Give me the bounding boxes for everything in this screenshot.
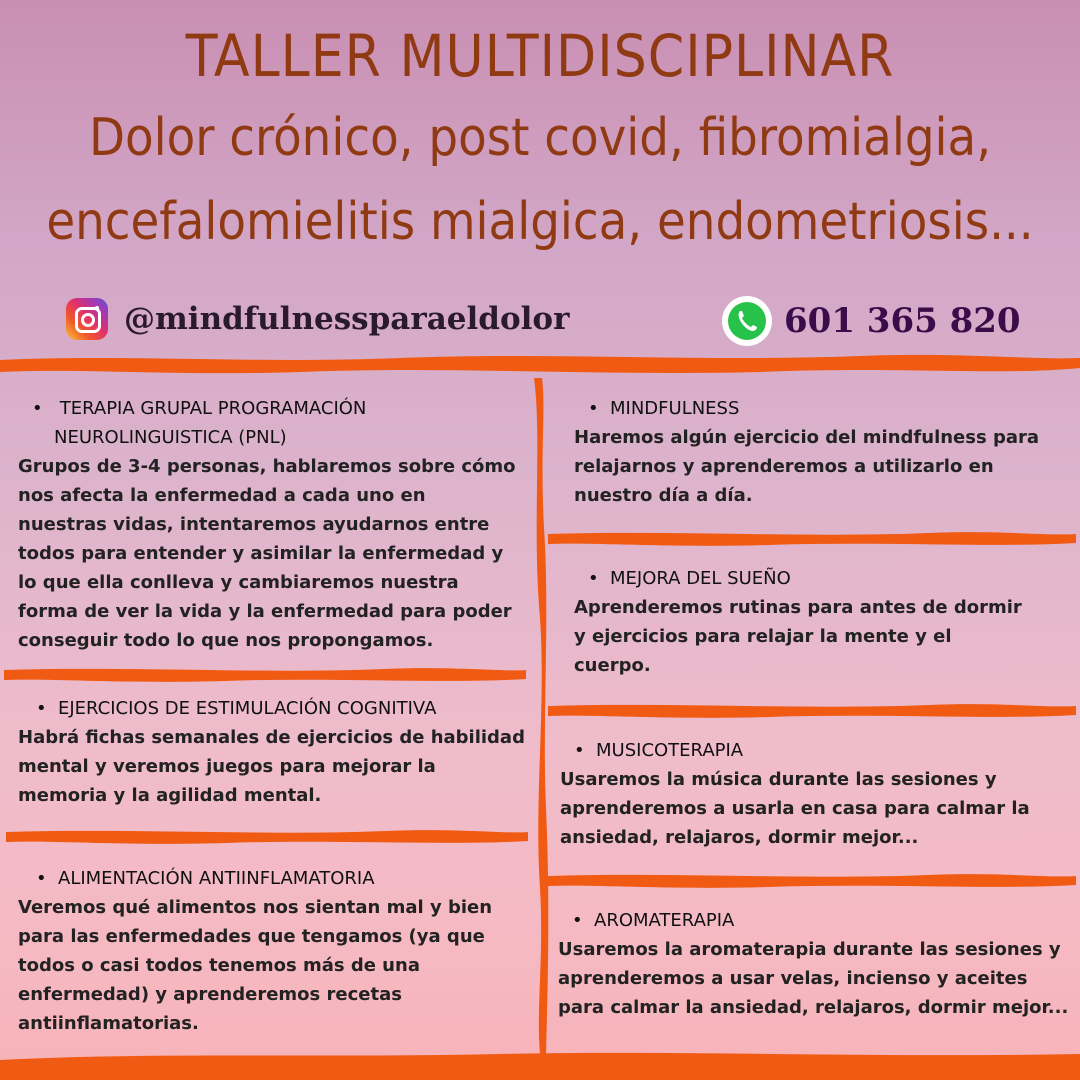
section-heading: • EJERCICIOS DE ESTIMULACIÓN COGNITIVA: [18, 694, 528, 723]
section-body: Grupos de 3-4 personas, hablaremos sobre cómo nos afecta la enfermedad a cada uno en nuestras vidas, intentaremos ayudarnos entre todos para entender y asimilar la enfermedad y lo que ella conlleva y cambiaremos nuestra forma de ver la vida y la enfermedad para poder conseguir todo lo que nos propongamos.: [18, 456, 516, 651]
instagram-handle[interactable]: @mindfulnessparaeldolor: [124, 301, 570, 337]
section-aroma: [558, 906, 1073, 1022]
section-body: Aprenderemos rutinas para antes de dormir y ejercicios para relajar la mente y el cuerpo.: [574, 597, 1022, 676]
instagram-contact[interactable]: [66, 298, 569, 340]
section-heading: • TERAPIA GRUPAL PROGRAMACIÓN NEUROLINGUISTICA (PNL): [18, 394, 518, 452]
section-heading: • MEJORA DEL SUEÑO: [574, 564, 1024, 593]
brush-divider-left-1: [4, 664, 526, 686]
section-heading: • MINDFULNESS: [574, 394, 1044, 423]
subtitle-line-2: encefalomielitis mialgica, endometriosis...: [46, 192, 1034, 252]
section-nutrition: [18, 864, 518, 1038]
phone-number[interactable]: 601 365 820: [784, 301, 1021, 341]
brush-divider-right-1: [548, 528, 1076, 550]
section-body: Veremos qué alimentos nos sientan mal y bien para las enfermedades que tengamos (ya que todos o casi todos tenemos más de una enfermedad) y aprenderemos recetas antiinflamatorias.: [18, 897, 493, 1034]
section-heading: • ALIMENTACIÓN ANTIINFLAMATORIA: [18, 864, 518, 893]
poster-title: TALLER MULTIDISCIPLINAR: [185, 22, 895, 90]
brush-divider-right-2: [548, 700, 1076, 722]
section-pnl: [18, 394, 518, 655]
brush-divider-top: [0, 346, 1080, 382]
section-heading: • AROMATERAPIA: [558, 906, 1073, 935]
whatsapp-icon: [724, 298, 770, 344]
section-body: Habrá fichas semanales de ejercicios de habilidad mental y veremos juegos para mejorar la memoria y la agilidad mental.: [18, 727, 525, 806]
whatsapp-contact[interactable]: [724, 298, 1021, 344]
brush-divider-left-2: [6, 826, 528, 848]
section-body: Usaremos la aromaterapia durante las sesiones y aprenderemos a usar velas, incienso y aceites para calmar la ansiedad, relajaros, dormir mejor...: [558, 939, 1069, 1018]
section-sleep: [574, 564, 1024, 680]
section-music: [560, 736, 1060, 852]
instagram-icon: [66, 298, 108, 340]
section-mindfulness: [574, 394, 1044, 510]
brush-divider-vertical: [526, 378, 550, 1054]
subtitle-line-1: Dolor crónico, post covid, fibromialgia,: [88, 108, 992, 168]
section-heading: • MUSICOTERAPIA: [560, 736, 1060, 765]
section-body: Haremos algún ejercicio del mindfulness para relajarnos y aprenderemos a utilizarlo en nuestro día a día.: [574, 427, 1040, 506]
section-cognitive: [18, 694, 528, 810]
section-body: Usaremos la música durante las sesiones y aprenderemos a usarla en casa para calmar la ansiedad, relajaros, dormir mejor...: [560, 769, 1030, 848]
brush-divider-bottom: [0, 1044, 1080, 1080]
brush-divider-right-3: [548, 870, 1076, 892]
